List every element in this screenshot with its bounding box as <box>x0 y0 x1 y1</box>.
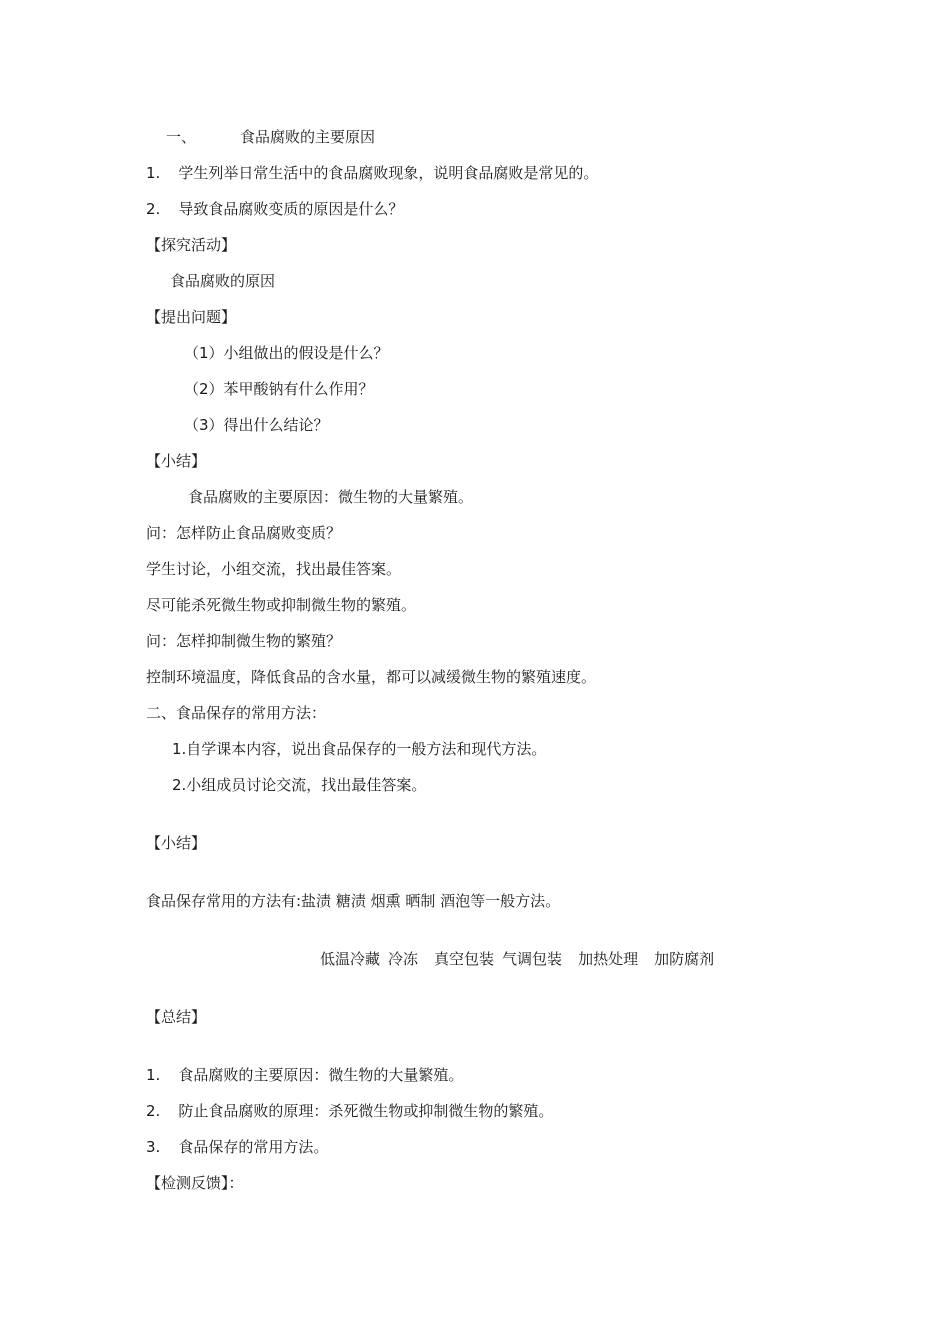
section1-item-1 <box>146 164 598 182</box>
section1-marker: 一、 <box>166 128 197 146</box>
summary2-general-methods: 食品保存常用的方法有:盐渍 糖渍 烟熏 晒制 酒泡等一般方法。 <box>146 892 561 910</box>
item-text: 导致食品腐败变质的原因是什么？ <box>178 200 404 218</box>
question-item-1: （1）小组做出的假设是什么？ <box>184 344 389 362</box>
discussion-answer-3: 控制环境温度，降低食品的含水量，都可以减缓微生物的繁殖速度。 <box>146 668 597 686</box>
modern-method: 真空包装 <box>434 950 495 968</box>
item-text: 食品保存的常用方法。 <box>178 1138 329 1156</box>
section1-item-2 <box>146 200 403 218</box>
summary1-label: 【小结】 <box>146 452 207 470</box>
summary2-label: 【小结】 <box>146 834 207 852</box>
item-number: 2. <box>146 200 161 218</box>
feedback-label: 【检测反馈】： <box>146 1174 244 1192</box>
questions-label: 【提出问题】 <box>146 308 237 326</box>
item-number: 3. <box>146 1138 161 1156</box>
inquiry-label: 【探究活动】 <box>146 236 237 254</box>
item-number: 2. <box>146 1102 161 1120</box>
discussion-question-2: 问：怎样抑制微生物的繁殖？ <box>146 632 342 650</box>
item-text: 防止食品腐败的原理：杀死微生物或抑制微生物的繁殖。 <box>178 1102 554 1120</box>
section2-item-1: 1.自学课本内容，说出食品保存的一般方法和现代方法。 <box>172 740 547 758</box>
section2-heading: 二、食品保存的常用方法： <box>146 704 327 722</box>
section1-heading: 食品腐败的主要原因 <box>240 128 376 146</box>
modern-method: 冷冻 <box>388 950 419 968</box>
conclusion-item-2 <box>146 1102 553 1120</box>
discussion-answer-2: 尽可能杀死微生物或抑制微生物的繁殖。 <box>146 596 417 614</box>
conclusion-item-1 <box>146 1066 463 1084</box>
modern-method: 低温冷藏 <box>320 950 381 968</box>
section2-item-2: 2.小组成员讨论交流，找出最佳答案。 <box>172 776 427 794</box>
discussion-answer-1: 学生讨论，小组交流，找出最佳答案。 <box>146 560 402 578</box>
conclusion-label: 【总结】 <box>146 1008 207 1026</box>
item-number: 1. <box>146 164 161 182</box>
question-item-2: （2）苯甲酸钠有什么作用？ <box>184 380 374 398</box>
item-number: 1. <box>146 1066 161 1084</box>
item-text: 学生列举日常生活中的食品腐败现象，说明食品腐败是常见的。 <box>178 164 599 182</box>
modern-method: 加防腐剂 <box>654 950 715 968</box>
modern-method: 气调包装 <box>502 950 563 968</box>
modern-method: 加热处理 <box>578 950 639 968</box>
item-text: 食品腐败的主要原因：微生物的大量繁殖。 <box>178 1066 464 1084</box>
question-item-3: （3）得出什么结论？ <box>184 416 329 434</box>
discussion-question-1: 问：怎样防止食品腐败变质？ <box>146 524 342 542</box>
summary2-modern-methods <box>320 950 714 968</box>
conclusion-item-3 <box>146 1138 328 1156</box>
inquiry-topic: 食品腐败的原因 <box>170 272 276 290</box>
section1-heading-line <box>166 128 375 146</box>
summary1-text: 食品腐败的主要原因：微生物的大量繁殖。 <box>188 488 474 506</box>
